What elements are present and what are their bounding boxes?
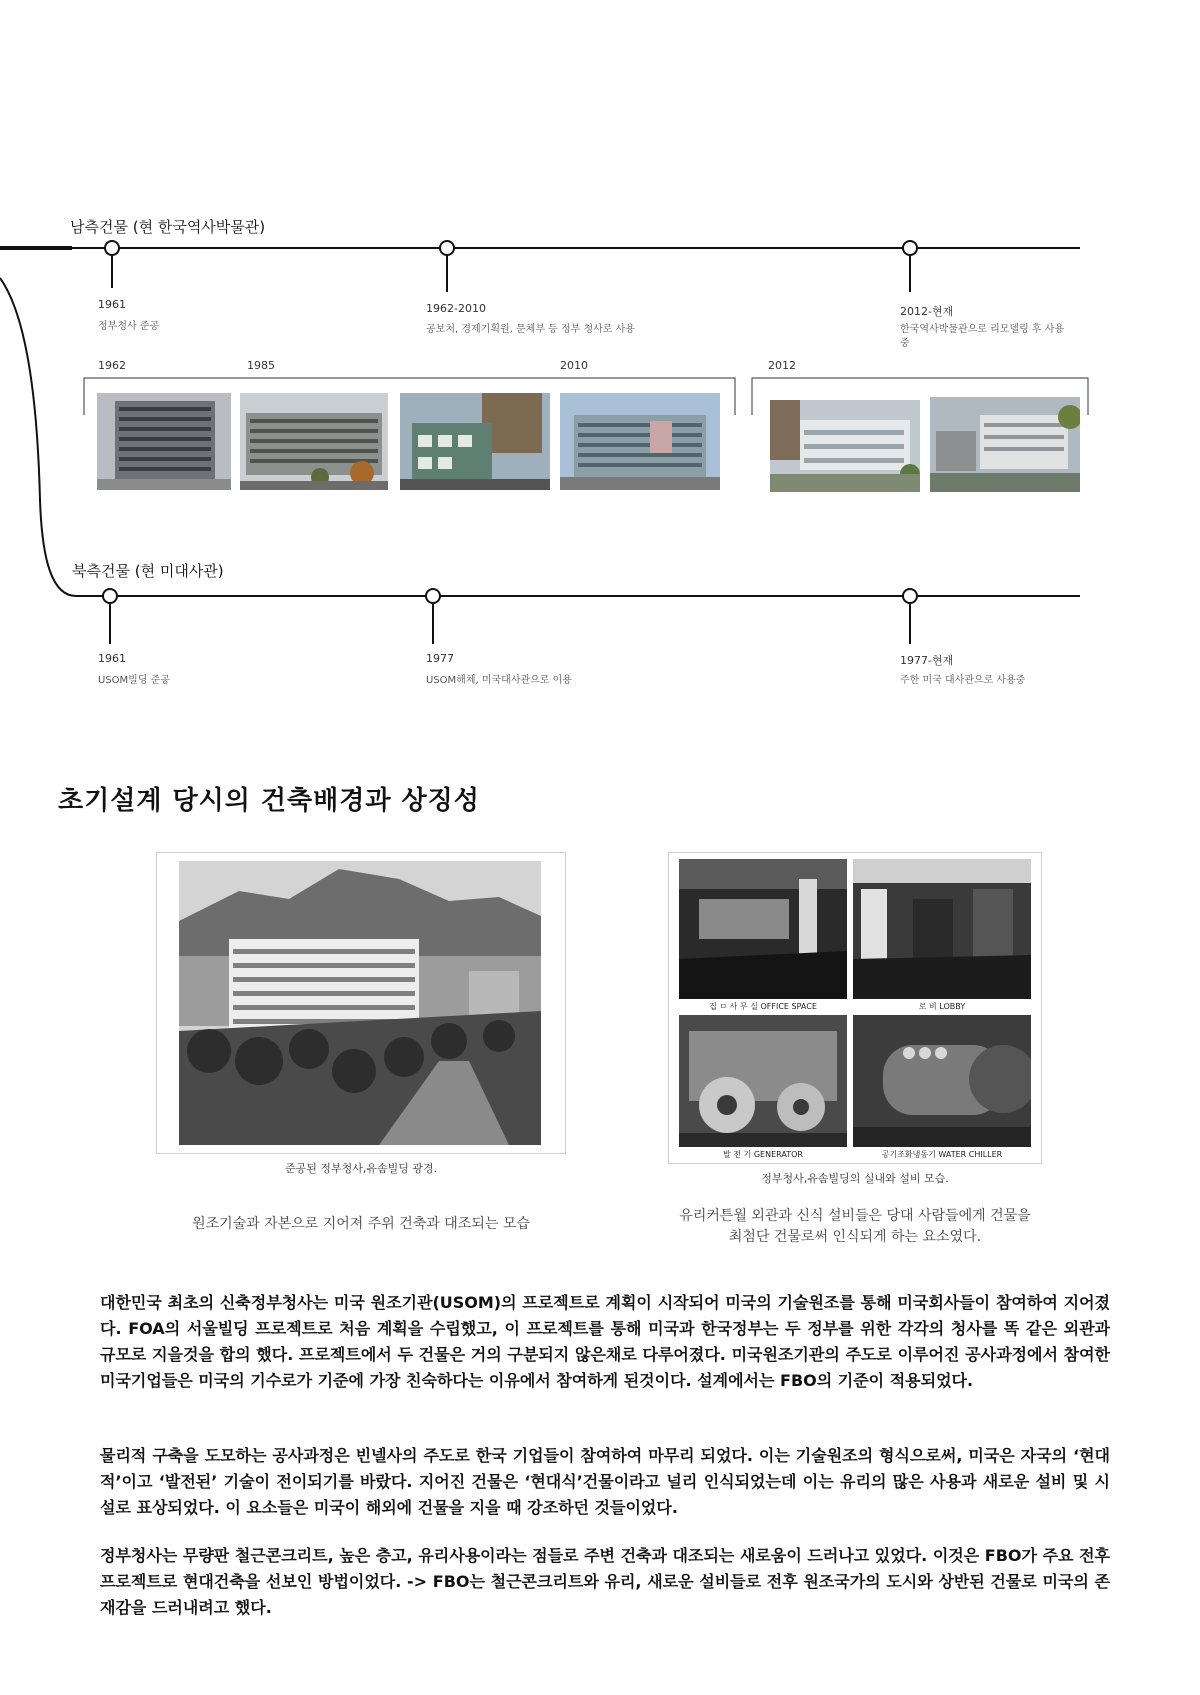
photo-year-2012: 2012: [768, 359, 796, 372]
body-paragraph-3: 정부청사는 무량판 철근콘크리트, 높은 층고, 유리사용이라는 점들로 주변 건축과 대조되는 새로움이 드러나고 있었다. 이것은 FBO가 주요 전후 프로젝트로 현대건축을 선보인 방법이었다. -> FBO는 철근콘크리트와 유리, 새로운 설비들로 전후 원조국가의 도시와 상반된 건물로 미국의 존재감을 드러내려고 했다.: [100, 1546, 1110, 1617]
photo-year-1985: 1985: [247, 359, 275, 372]
north-event-desc-1: USOM빌딩 준공: [98, 675, 170, 686]
photo-lobby: [853, 859, 1031, 999]
photo-year-2010: 2010: [560, 359, 588, 372]
body-paragraph-2: 물리적 구축을 도모하는 공사과정은 빈넬사의 주도로 한국 기업들이 참여하여 마무리 되었다. 이는 기술원조의 형식으로써, 미국은 자국의 ‘현대적’이고 ‘발전된’ 기술이 전이되기를 바랐다. 지어진 건물은 ‘현대식’건물이라고 널리 인식되었는데 이는 유리의 많은 사용과 새로운 설비 및 시설로 표상되었다. 이 요소들은 미국이 해외에 건물을 지을 때 강조하던 것들이었다.: [100, 1446, 1110, 1517]
body-paragraph-1: 대한민국 최초의 신축정부청사는 미국 원조기관(USOM)의 프로젝트로 계획이 시작되어 미국의 기술원조를 통해 미국회사들이 참여하여 지어졌다. FOA의 서울빌딩 프로젝트로 처음 계획을 수립했고, 이 프로젝트를 통해 미국과 한국정부는 두 정부를 위한 각각의 청사를 똑 같은 외관과 규모로 지을것을 합의 했다. 프로젝트에서 두 건물은 거의 구분되지 않은채로 다루어졌다. 미국원조기관의 주도로 이루어진 공사과정에서 참여한 미국기업들은 미국의 기수로가 기준에 가장 친숙하다는 이유에서 참여하게 된것이다. 설계에서는 FBO의 기준이 적용되었다.: [100, 1293, 1110, 1390]
south-event-desc-3: 한국역사박물관으로 리모델링 후 사용중: [900, 324, 1065, 349]
photo-2012-museum-street: [930, 397, 1080, 492]
figure-left-caption: 준공된 정부청사,유솜빌딩 광경.: [284, 1162, 438, 1175]
photo-year-1962: 1962: [98, 359, 126, 372]
south-marker-1961: [105, 241, 119, 288]
south-event-desc-2: 공보처, 경제기획원, 문체부 등 정부 청사로 사용: [426, 324, 635, 335]
south-marker-1962-2010: [440, 241, 454, 292]
photo-generator: [679, 1015, 847, 1147]
south-event-date-3: 2012-현재: [900, 305, 954, 318]
photo-1962-building: [97, 393, 231, 490]
panel-label-chiller: 공기조화냉동기 WATER CHILLER: [881, 1150, 1003, 1159]
south-event-date-1: 1961: [98, 298, 126, 311]
north-event-date-2: 1977: [426, 652, 454, 665]
photo-1985-annex: [400, 393, 550, 490]
north-marker-1977-present: [903, 589, 917, 644]
panel-label-generator: 발 전 기 GENERATOR: [723, 1150, 803, 1159]
figure-right-note-line1: 유리커튼월 외관과 신식 설비들은 당대 사람들에게 건물을: [679, 1208, 1031, 1224]
photo-2010-building: [560, 393, 720, 490]
figure-right-note: [640, 1206, 1070, 1248]
figure-right-frame: [668, 852, 1042, 1164]
north-marker-1961: [103, 589, 117, 644]
north-marker-1977: [426, 589, 440, 644]
panel-label-office: 집 ㅁ 사 무 실 OFFICE SPACE: [709, 1002, 817, 1011]
north-event-date-1: 1961: [98, 652, 126, 665]
north-event-desc-2: USOM해체, 미국대사관으로 이용: [426, 675, 572, 686]
south-building-title: 남측건물 (현 한국역사박물관): [70, 218, 266, 236]
timeline-graphic: [0, 0, 1200, 720]
panel-label-lobby: 로 비 LOBBY: [918, 1002, 966, 1011]
photo-2012-museum: [770, 400, 920, 492]
photo-water-chiller: [853, 1015, 1031, 1147]
photo-government-building-1961: [179, 861, 541, 1145]
photo-1985-building: [240, 393, 388, 490]
south-marker-2012: [903, 241, 917, 292]
north-building-title: 북측건물 (현 미대사관): [72, 562, 224, 580]
north-event-date-3: 1977-현재: [900, 654, 954, 667]
south-event-date-2: 1962-2010: [426, 302, 486, 315]
figure-right-caption: 정부청사,유솜빌딩의 실내와 설비 모습.: [761, 1172, 949, 1185]
figure-left-note: 원조기술과 자본으로 지어져 주위 건축과 대조되는 모습: [192, 1216, 530, 1232]
section-title: 초기설계 당시의 건축배경과 상징성: [58, 786, 480, 816]
south-event-desc-1: 정부청사 준공: [98, 321, 160, 332]
figure-right-note-line2: 최첨단 건물로써 인식되게 하는 요소였다.: [728, 1229, 982, 1245]
figure-left-frame: [156, 852, 566, 1154]
north-event-desc-3: 주한 미국 대사관으로 사용중: [900, 675, 1026, 686]
photo-office-space: [679, 859, 847, 999]
